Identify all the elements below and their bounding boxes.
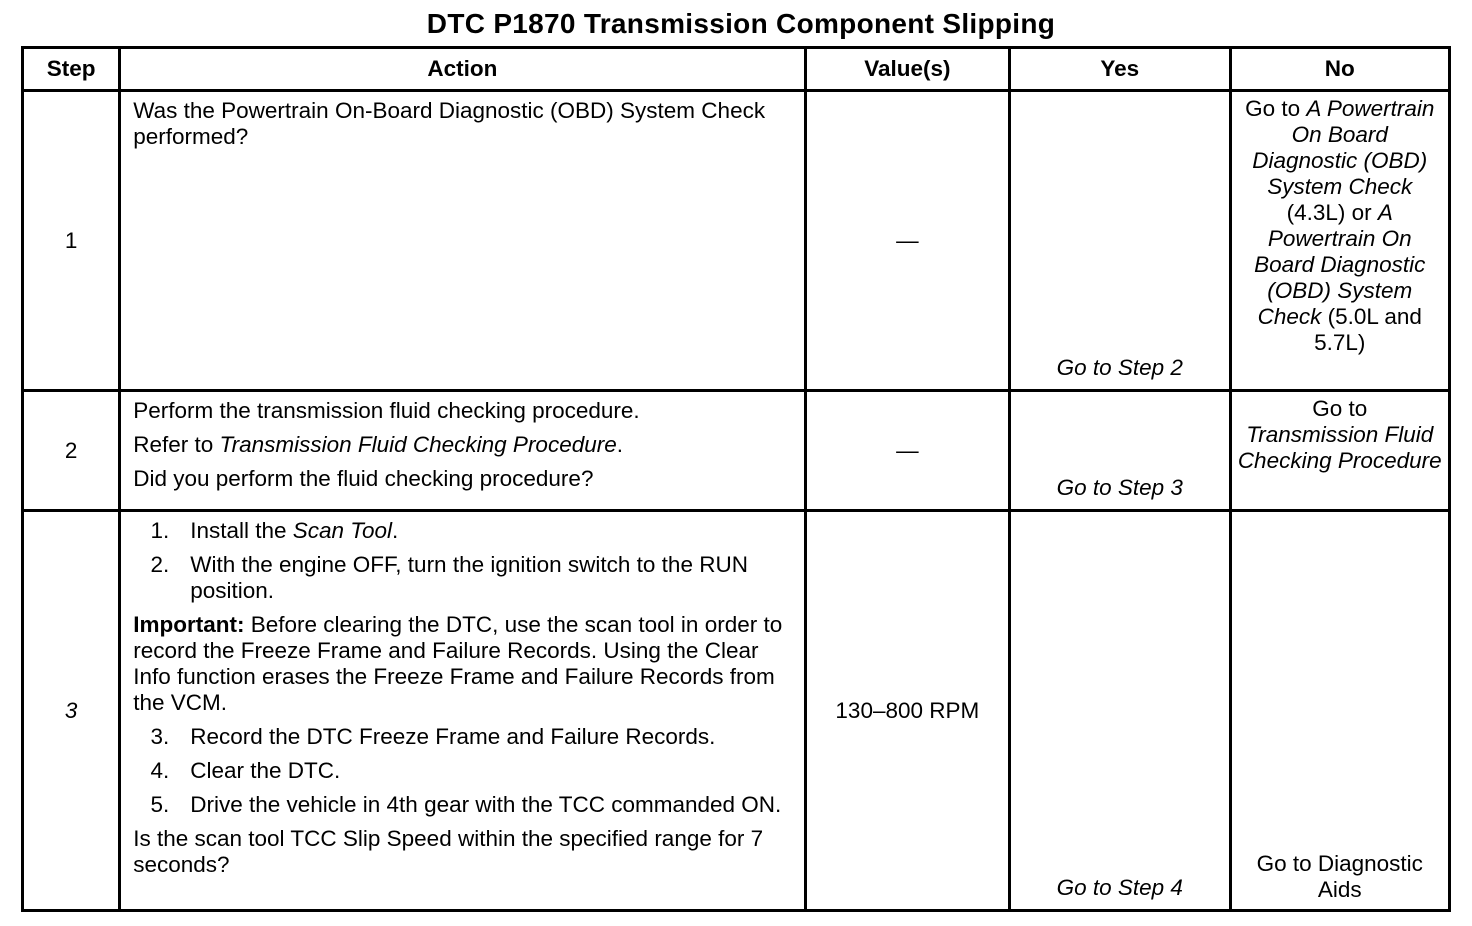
step-number: 3: [23, 511, 120, 911]
no-text: Go to: [1312, 396, 1368, 421]
list-item: [133, 792, 791, 818]
diagnostic-table: [21, 46, 1451, 912]
item-number: 4.: [150, 758, 170, 783]
header-row: [23, 48, 1450, 91]
action-question: Is the scan tool TCC Slip Speed within the specified range for 7 seconds?: [133, 826, 764, 877]
no-cell: [1230, 91, 1449, 391]
value-cell: —: [805, 391, 1009, 511]
list-item: [133, 552, 791, 604]
no-link: A Powertrain On Board Diagnostic (OBD) System Check: [1254, 200, 1426, 329]
no-link: Transmission Fluid Checking Procedure: [1237, 422, 1442, 473]
header-yes: Yes: [1010, 48, 1230, 91]
header-no: No: [1230, 48, 1449, 91]
action-cell: [120, 91, 805, 391]
yes-cell: Go to Step 2: [1010, 91, 1230, 391]
no-text: Go to: [1245, 96, 1307, 121]
action-text: Refer to: [133, 432, 220, 457]
value-cell: —: [805, 91, 1009, 391]
item-text-part: Install the: [190, 518, 293, 543]
procedure-list: [133, 518, 791, 604]
item-text: With the engine OFF, turn the ignition switch to the RUN position.: [190, 552, 748, 603]
item-number: 2.: [150, 552, 170, 577]
item-text-part: .: [392, 518, 399, 543]
no-text: (4.3L) or: [1286, 200, 1378, 225]
no-link: A Powertrain On Board Diagnostic (OBD) System Check: [1252, 96, 1435, 199]
item-text: Drive the vehicle in 4th gear with the TCC commanded ON.: [190, 792, 782, 817]
important-label: Important:: [133, 612, 245, 637]
action-reference: Transmission Fluid Checking Procedure: [219, 432, 617, 457]
action-line: [133, 432, 791, 458]
value-cell: 130–800 RPM: [805, 511, 1009, 911]
table-row-step-1: [23, 91, 1450, 391]
important-note: [133, 612, 791, 716]
item-number: 5.: [150, 792, 170, 817]
header-step: Step: [23, 48, 120, 91]
action-line: Perform the transmission fluid checking procedure.: [133, 398, 640, 423]
item-text: [190, 518, 791, 544]
no-cell: Go to Diagnostic Aids: [1230, 511, 1449, 911]
item-text: Clear the DTC.: [190, 758, 341, 783]
action-text: .: [616, 432, 624, 457]
item-number: 1.: [150, 518, 170, 543]
list-item: [133, 518, 791, 544]
list-item: [133, 724, 791, 750]
table-row-step-2: [23, 391, 1450, 511]
item-number: 3.: [150, 724, 170, 749]
action-line: Did you perform the fluid checking procedure?: [133, 466, 594, 491]
header-action: Action: [120, 48, 805, 91]
step-number: 2: [23, 391, 120, 511]
header-value: Value(s): [805, 48, 1009, 91]
list-item: [133, 758, 791, 784]
yes-cell: Go to Step 4: [1010, 511, 1230, 911]
page-title: DTC P1870 Transmission Component Slipping: [426, 8, 1056, 39]
procedure-list: [133, 724, 791, 818]
no-text: (5.0L and 5.7L): [1314, 304, 1422, 355]
action-cell: [120, 511, 805, 911]
table-row-step-3: [23, 511, 1450, 911]
item-text: Record the DTC Freeze Frame and Failure Records.: [190, 724, 716, 749]
no-cell: [1230, 391, 1449, 511]
action-text: Was the Powertrain On-Board Diagnostic (OBD) System Check performed?: [133, 98, 766, 149]
important-text: Before clearing the DTC, use the scan tool in order to record the Freeze Frame and Failure Records. Using the Clear Info function erases the Freeze Frame and Failure Records from the VCM.: [133, 612, 783, 715]
action-cell: [120, 391, 805, 511]
step-number: 1: [23, 91, 120, 391]
yes-cell: Go to Step 3: [1010, 391, 1230, 511]
item-reference: Scan Tool: [292, 518, 393, 543]
